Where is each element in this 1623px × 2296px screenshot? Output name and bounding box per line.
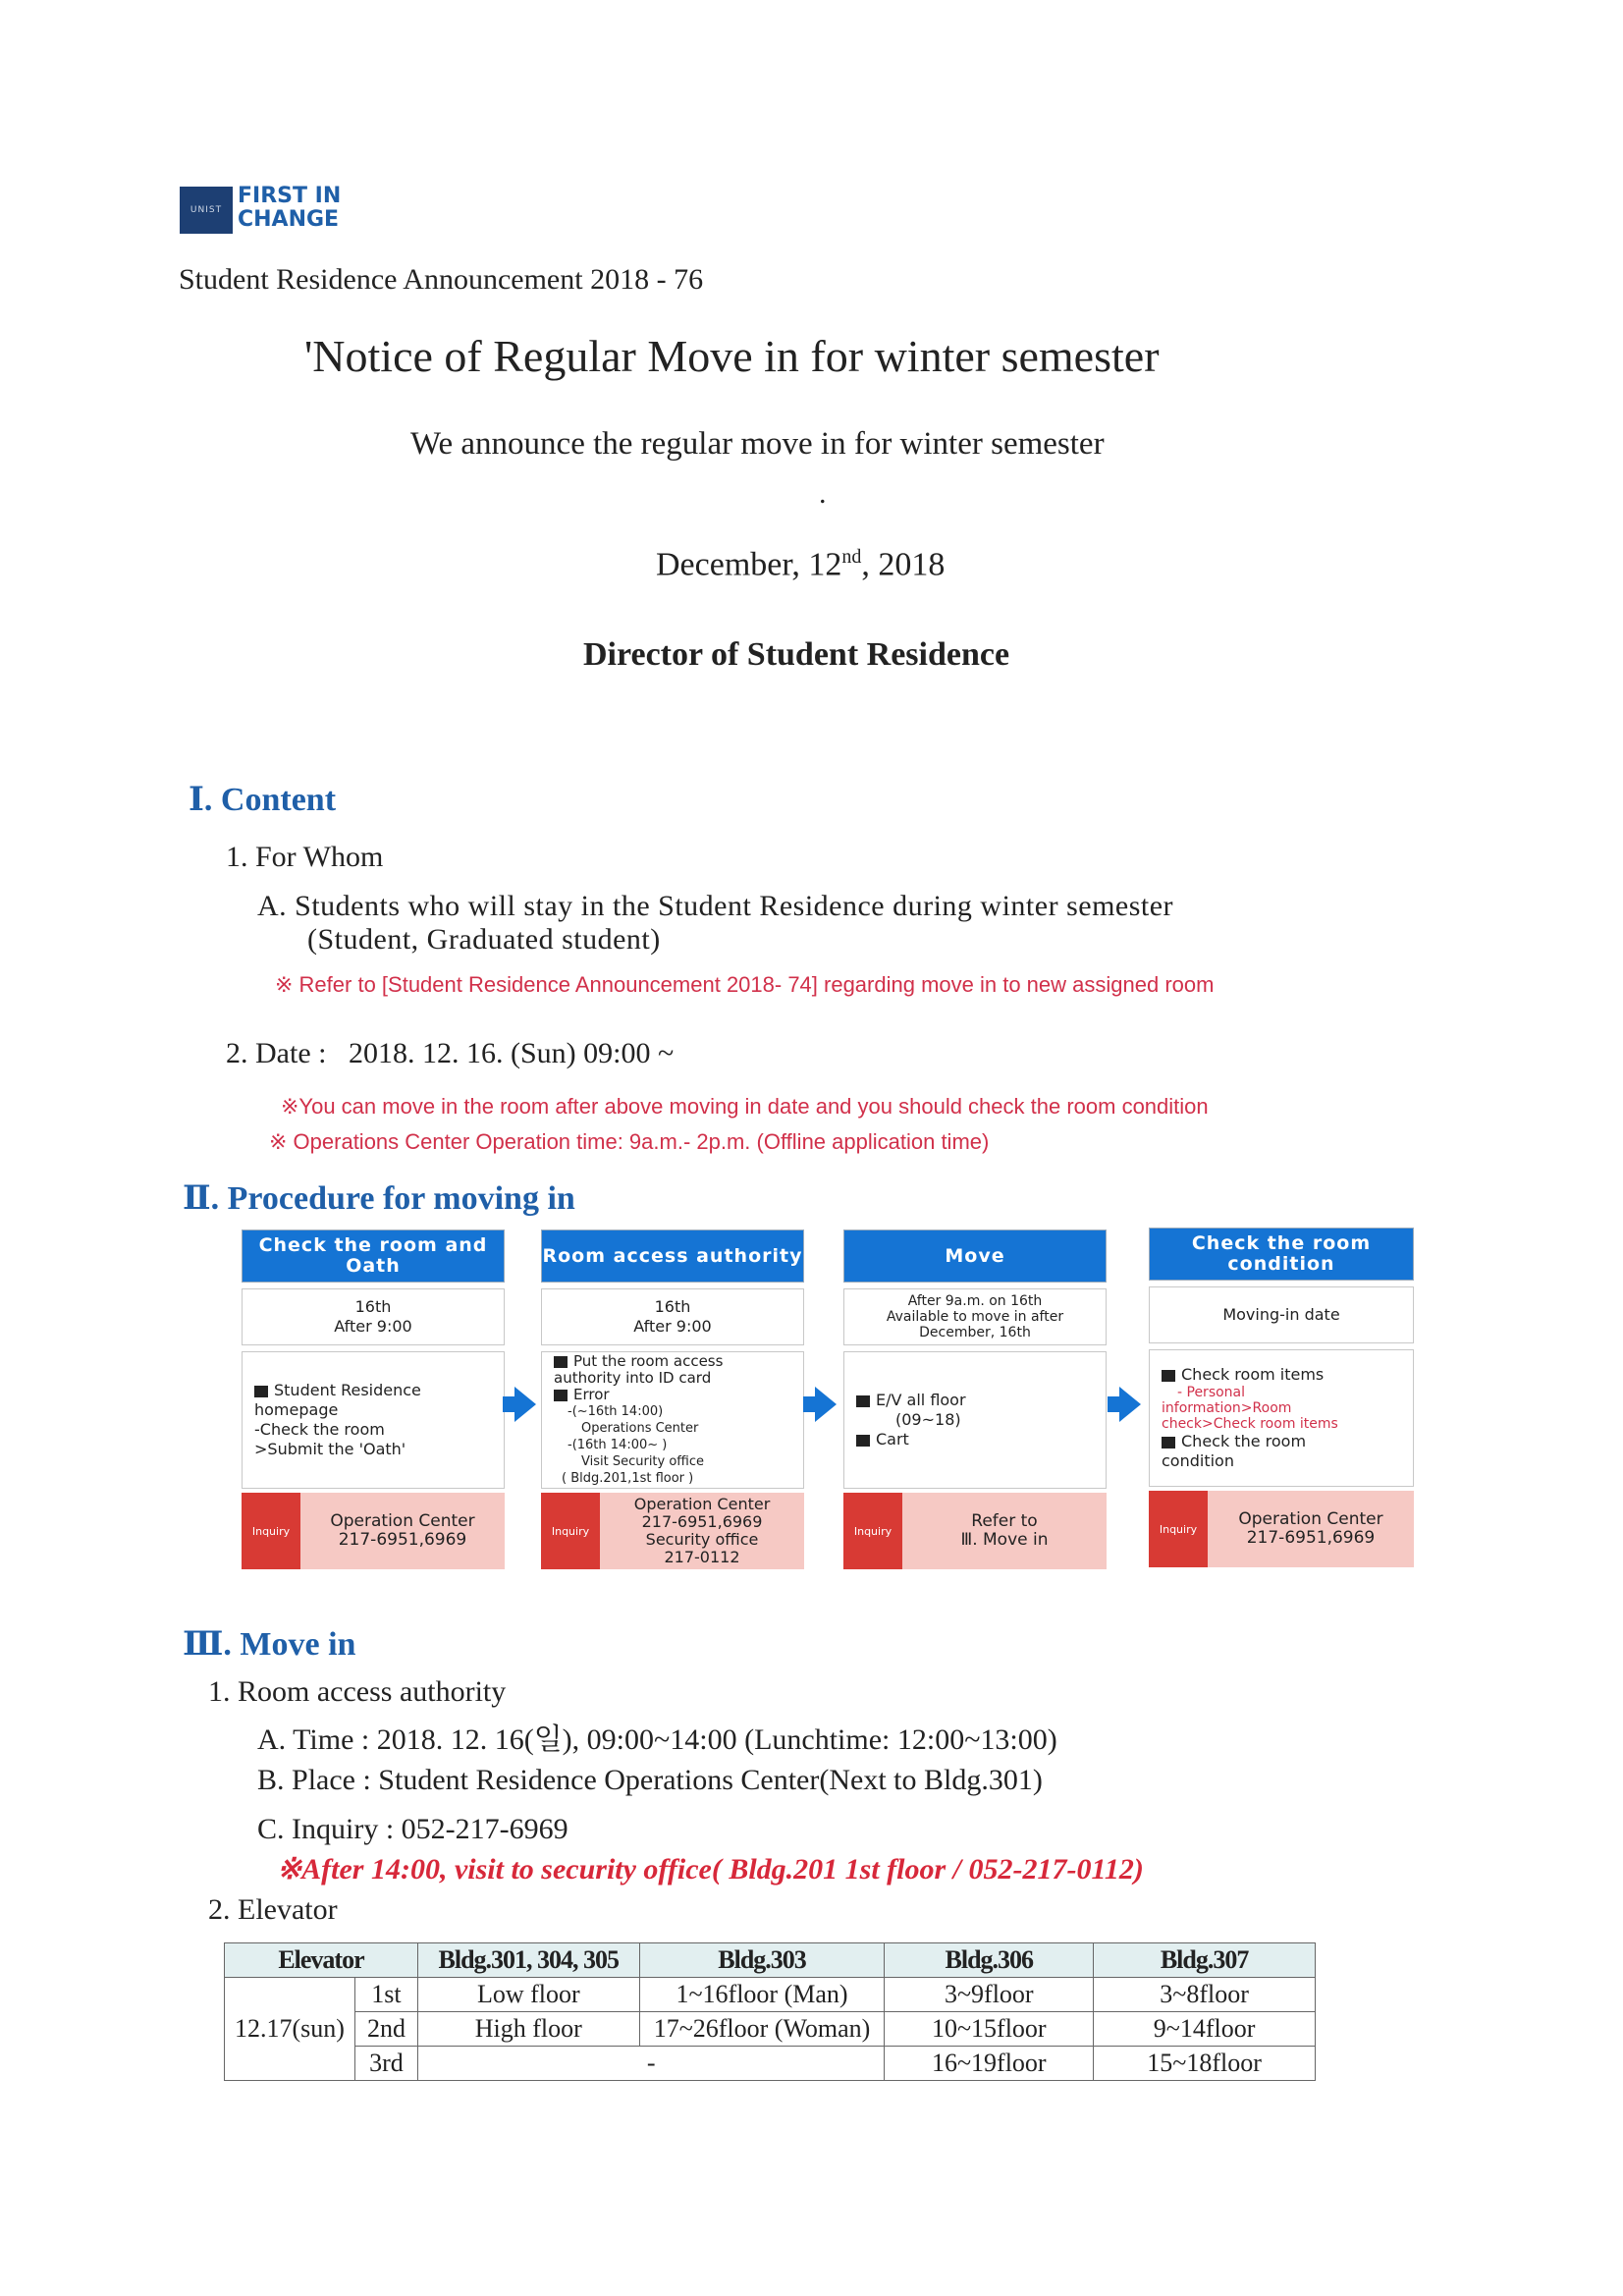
step-3-when-line-1: After 9a.m. on 16th	[907, 1293, 1043, 1309]
table-header-row	[225, 1943, 1316, 1978]
table-cell: 17~26floor (Woman)	[639, 2012, 885, 2047]
table-date-cell: 12.17(sun)	[225, 1978, 355, 2081]
table-cell: 1~16floor (Man)	[639, 1978, 885, 2012]
inquiry-label: Inquiry	[1149, 1491, 1208, 1567]
announcement-date	[656, 546, 945, 583]
step-2-header: Room access authority	[541, 1230, 804, 1283]
logo-slogan	[238, 185, 341, 232]
step-2-desc-5: Operations Center	[581, 1421, 699, 1436]
step-1-description	[242, 1351, 505, 1489]
inquiry-label: Inquiry	[843, 1493, 902, 1569]
table-order: 2nd	[354, 2012, 417, 2047]
note-operation-time: ※ Operations Center Operation time: 9a.m.- 2p.m. (Offline application time)	[269, 1129, 990, 1154]
date-value: 2018. 12. 16. (Sun) 09:00 ~	[348, 1037, 675, 1069]
table-cell: Low floor	[417, 1978, 639, 2012]
logo-line-1: FIRST IN	[238, 184, 342, 208]
step-2-description	[541, 1351, 804, 1489]
step-4-desc-4: check>Check room items	[1162, 1416, 1338, 1432]
right-arrow-icon	[815, 1387, 837, 1422]
step-1-inquiry	[242, 1493, 505, 1569]
step-4-desc-2: - Personal	[1177, 1385, 1246, 1400]
for-whom-label: 1. For Whom	[226, 841, 384, 873]
step-1-inquiry-line-1: Operation Center	[330, 1511, 475, 1531]
date-year: , 2018	[861, 546, 946, 583]
note-refer-announcement: ※ Refer to [Student Residence Announcement 2018- 74] regarding move in to new assigned room	[275, 972, 1215, 997]
access-inquiry: C. Inquiry : 052-217-6969	[257, 1813, 568, 1845]
table-cell: 10~15floor	[885, 2012, 1094, 2047]
step-4-inquiry-line-2: 217-6951,6969	[1246, 1528, 1376, 1548]
step-3-when-line-2: Available to move in after	[886, 1309, 1064, 1325]
step-3-desc-2: (09~18)	[895, 1410, 961, 1429]
step-1-when-line-2: After 9:00	[334, 1317, 412, 1336]
for-whom-line-1: A. Students who will stay in the Student Residence during winter semester	[257, 890, 1174, 922]
table-order: 3rd	[354, 2047, 417, 2081]
step-4-header: Check the room condition	[1149, 1228, 1414, 1281]
step-3-description	[843, 1351, 1107, 1489]
step-1-when-line-1: 16th	[354, 1297, 392, 1316]
table-cell: High floor	[417, 2012, 639, 2047]
step-2-desc-8: ( Bldg.201,1st floor )	[562, 1471, 694, 1486]
step-2-desc-6: -(16th 14:00~ )	[568, 1438, 668, 1452]
access-time: A. Time : 2018. 12. 16(일), 09:00~14:00 (Lunchtime: 12:00~13:00)	[257, 1723, 1057, 1756]
step-4-desc-3: information>Room	[1162, 1400, 1292, 1416]
bullet-square-icon	[254, 1386, 268, 1397]
section-2-heading: Ⅱ. Procedure for moving in	[183, 1180, 575, 1217]
step-1-header: Check the room and Oath	[242, 1230, 505, 1283]
date-label	[226, 1037, 674, 1070]
step-4-inquiry-line-1: Operation Center	[1238, 1509, 1383, 1529]
header-bldg-307: Bldg.307	[1094, 1943, 1316, 1978]
step-4-description	[1149, 1349, 1414, 1487]
step-3-inquiry-line-1: Refer to	[971, 1511, 1038, 1531]
table-order: 1st	[354, 1978, 417, 2012]
step-4-when-line-1: Moving-in date	[1222, 1305, 1340, 1324]
step-check-room-condition	[1149, 1228, 1414, 1567]
table-row	[225, 2047, 1316, 2081]
step-2-desc-7: Visit Security office	[581, 1454, 705, 1469]
for-whom-line-2: (Student, Graduated student)	[307, 923, 661, 956]
step-1-desc-4: >Submit the 'Oath'	[254, 1440, 406, 1458]
step-check-room-oath	[242, 1230, 505, 1569]
bullet-square-icon	[1162, 1370, 1175, 1382]
subtitle-dot: .	[819, 477, 827, 510]
step-1-desc-2: homepage	[254, 1400, 339, 1419]
access-place: B. Place : Student Residence Operations Center(Next to Bldg.301)	[257, 1764, 1043, 1796]
room-access-label: 1. Room access authority	[208, 1675, 507, 1708]
step-3-when-line-3: December, 16th	[919, 1325, 1031, 1340]
bullet-square-icon	[554, 1356, 568, 1368]
step-3-inquiry	[843, 1493, 1107, 1569]
bullet-square-icon	[856, 1395, 870, 1407]
header-elevator: Elevator	[225, 1943, 418, 1978]
step-2-desc-1: Put the room access	[573, 1352, 724, 1370]
signer: Director of Student Residence	[583, 636, 1010, 673]
note-move-in-condition: ※You can move in the room after above moving in date and you should check the room condition	[281, 1094, 1209, 1119]
table-cell: 3~9floor	[885, 1978, 1094, 2012]
step-3-header: Move	[843, 1230, 1107, 1283]
section-1-heading: Ⅰ. Content	[189, 782, 337, 818]
section-3-heading: Ⅲ. Move in	[183, 1626, 356, 1663]
table-cell: -	[417, 2047, 884, 2081]
page-title: 'Notice of Regular Move in for winter semester	[304, 331, 1160, 381]
table-cell: 16~19floor	[885, 2047, 1094, 2081]
step-2-when	[541, 1288, 804, 1345]
step-2-inquiry-line-4: 217-0112	[664, 1548, 740, 1566]
step-4-desc-1: Check room items	[1181, 1365, 1325, 1384]
table-row	[225, 1978, 1316, 2012]
table-cell: 9~14floor	[1094, 2012, 1316, 2047]
inquiry-label: Inquiry	[541, 1493, 600, 1569]
step-2-desc-4: -(~16th 14:00)	[568, 1404, 664, 1419]
step-4-desc-6: condition	[1162, 1451, 1234, 1470]
date-suffix: nd	[841, 546, 862, 568]
right-arrow-icon	[514, 1387, 536, 1422]
table-cell: 3~8floor	[1094, 1978, 1316, 2012]
step-2-inquiry-line-1: Operation Center	[633, 1495, 771, 1513]
table-row	[225, 2012, 1316, 2047]
step-2-inquiry-line-2: 217-6951,6969	[641, 1512, 763, 1531]
elevator-label: 2. Elevator	[208, 1893, 338, 1926]
step-2-inquiry	[541, 1493, 804, 1569]
logo-line-2: CHANGE	[238, 207, 340, 232]
step-1-inquiry-line-2: 217-6951,6969	[338, 1530, 467, 1550]
bullet-square-icon	[856, 1435, 870, 1447]
step-3-when	[843, 1288, 1107, 1345]
elevator-table	[224, 1942, 1316, 2081]
announcement-number: Student Residence Announcement 2018 - 76	[179, 263, 704, 296]
inquiry-label: Inquiry	[242, 1493, 300, 1569]
step-2-desc-2: authority into ID card	[554, 1369, 712, 1387]
step-move	[843, 1230, 1107, 1569]
step-4-when	[1149, 1286, 1414, 1343]
header-bldg-306: Bldg.306	[885, 1943, 1094, 1978]
step-2-inquiry-line-3: Security office	[645, 1530, 759, 1549]
step-1-desc-1: Student Residence	[274, 1381, 421, 1399]
step-2-when-line-1: 16th	[654, 1297, 691, 1316]
date-label-text: 2. Date :	[226, 1037, 327, 1069]
page-subtitle: We announce the regular move in for winter semester	[410, 426, 1105, 462]
header-bldg-301: Bldg.301, 304, 305	[417, 1943, 639, 1978]
step-3-desc-1: E/V all floor	[876, 1391, 966, 1409]
step-1-when	[242, 1288, 505, 1345]
security-office-note: ※After 14:00, visit to security office( Bldg.201 1st floor / 052-217-0112)	[277, 1853, 1144, 1886]
bullet-square-icon	[554, 1390, 568, 1401]
step-1-desc-3: -Check the room	[254, 1420, 385, 1439]
step-room-access-authority	[541, 1230, 804, 1569]
date-main: December, 12	[656, 546, 842, 583]
step-4-desc-5: Check the room	[1181, 1432, 1307, 1450]
step-2-desc-3: Error	[573, 1386, 610, 1403]
table-cell: 15~18floor	[1094, 2047, 1316, 2081]
step-3-inquiry-line-2: Ⅲ. Move in	[960, 1530, 1049, 1550]
bullet-square-icon	[1162, 1437, 1175, 1449]
unist-logo: UNIST	[180, 187, 233, 234]
step-4-inquiry	[1149, 1491, 1414, 1567]
header-bldg-303: Bldg.303	[639, 1943, 885, 1978]
step-2-when-line-2: After 9:00	[633, 1317, 712, 1336]
step-3-desc-3: Cart	[876, 1430, 909, 1449]
right-arrow-icon	[1119, 1387, 1141, 1422]
